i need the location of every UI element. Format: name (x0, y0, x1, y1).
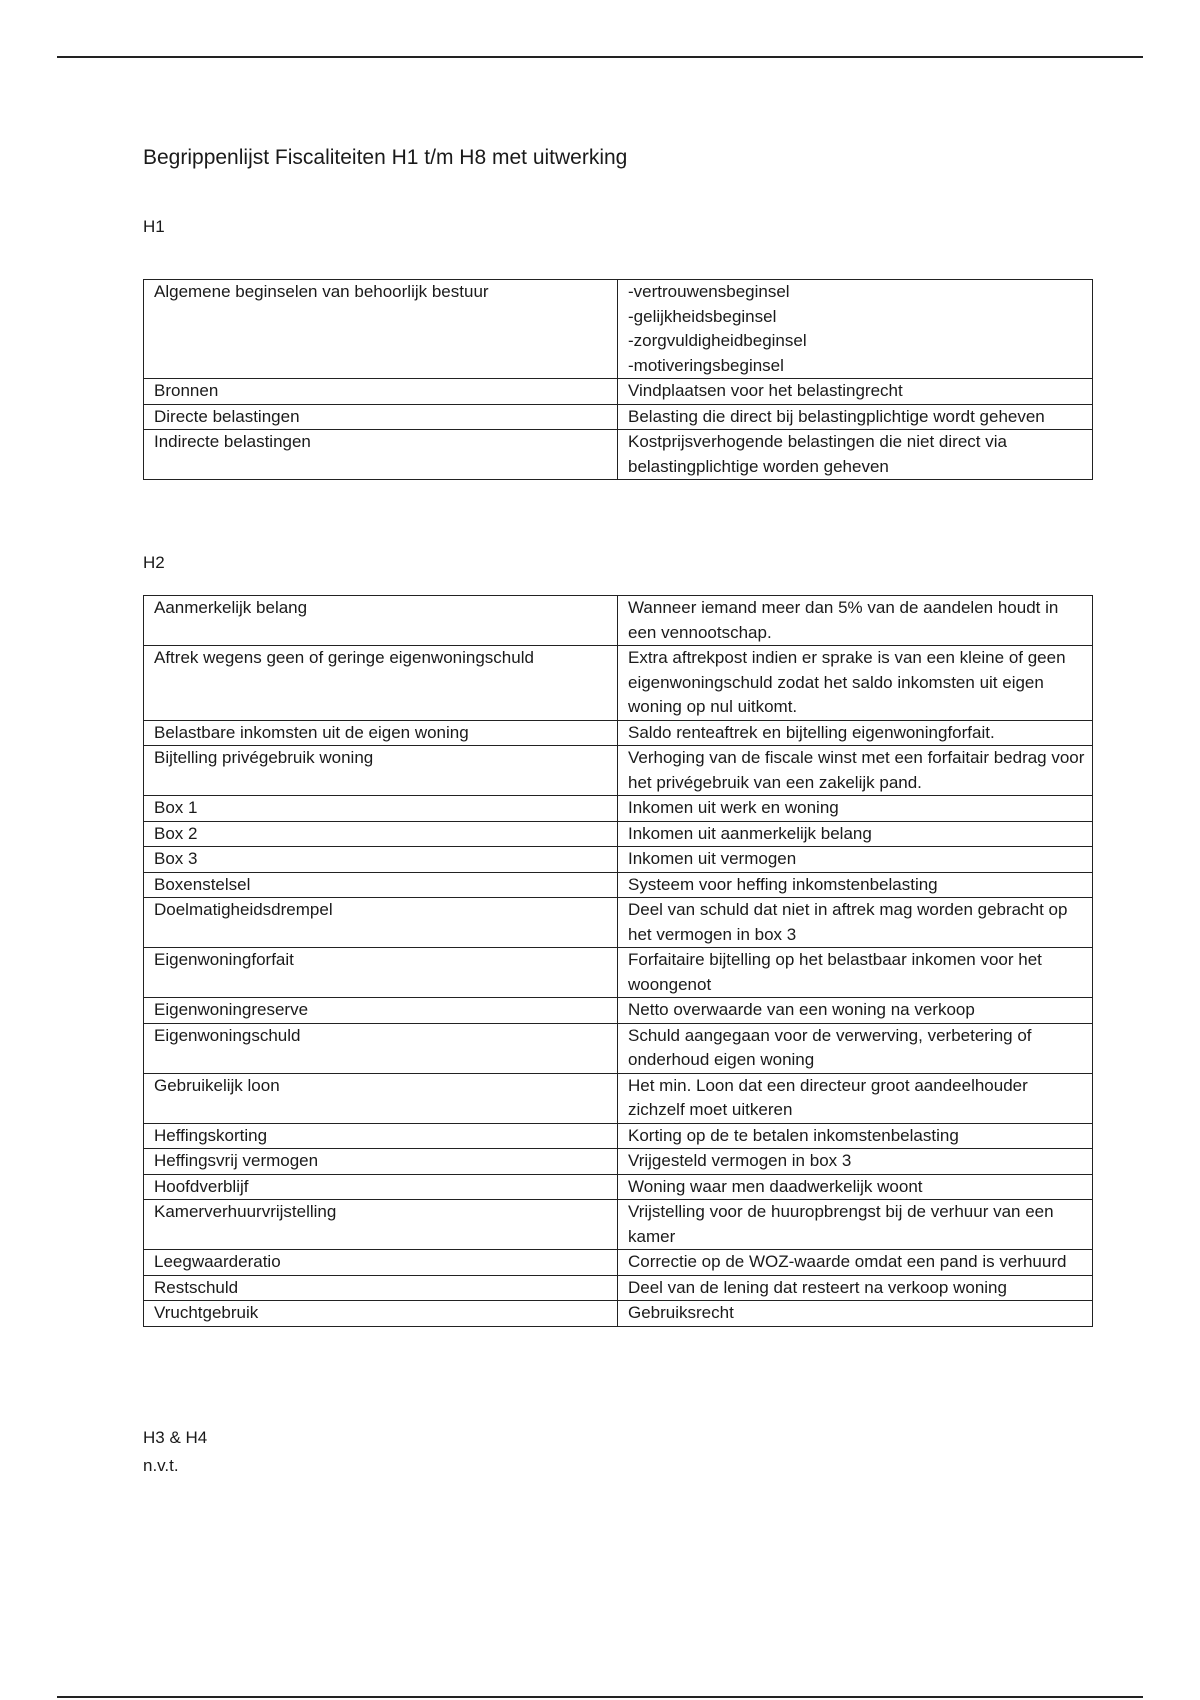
glossary-table-h2 (143, 595, 1093, 1327)
term-cell: Eigenwoningschuld (144, 1023, 618, 1073)
definition-cell: Deel van schuld dat niet in aftrek mag worden gebracht op het vermogen in box 3 (618, 898, 1093, 948)
definition-cell: Kostprijsverhogende belastingen die niet direct via belastingplichtige worden geheven (618, 430, 1093, 480)
table-row (144, 1174, 1093, 1200)
table-row (144, 646, 1093, 721)
page-top-rule (57, 56, 1143, 58)
definition-cell: Extra aftrekpost indien er sprake is van een kleine of geen eigenwoningschuld zodat het saldo inkomsten uit eigen woning op nul uitkomt. (618, 646, 1093, 721)
page-bottom-rule (57, 1696, 1143, 1698)
term-cell: Heffingskorting (144, 1123, 618, 1149)
table-row (144, 1073, 1093, 1123)
table-row (144, 1301, 1093, 1327)
definition-cell: -vertrouwensbeginsel -gelijkheidsbeginsel -zorgvuldigheidbeginsel -motiveringsbeginsel (618, 280, 1093, 379)
table-row (144, 998, 1093, 1024)
section-note-h3-h4: n.v.t. (143, 1456, 179, 1475)
definition-cell: Vrijgesteld vermogen in box 3 (618, 1149, 1093, 1175)
definition-cell: Wanneer iemand meer dan 5% van de aandelen houdt in een vennootschap. (618, 596, 1093, 646)
table-row (144, 821, 1093, 847)
term-cell: Heffingsvrij vermogen (144, 1149, 618, 1175)
definition-cell: Verhoging van de fiscale winst met een forfaitair bedrag voor het privégebruik van een zakelijk pand. (618, 746, 1093, 796)
term-cell: Bijtelling privégebruik woning (144, 746, 618, 796)
table-row (144, 379, 1093, 405)
table-row (144, 898, 1093, 948)
table-row (144, 720, 1093, 746)
term-cell: Doelmatigheidsdrempel (144, 898, 618, 948)
table-row (144, 1149, 1093, 1175)
definition-cell: Correctie op de WOZ-waarde omdat een pand is verhuurd (618, 1250, 1093, 1276)
table-row (144, 596, 1093, 646)
term-cell: Restschuld (144, 1275, 618, 1301)
definition-cell: Systeem voor heffing inkomstenbelasting (618, 872, 1093, 898)
term-cell: Kamerverhuurvrijstelling (144, 1200, 618, 1250)
definition-cell: Woning waar men daadwerkelijk woont (618, 1174, 1093, 1200)
table-row (144, 847, 1093, 873)
definition-cell: Deel van de lening dat resteert na verkoop woning (618, 1275, 1093, 1301)
term-cell: Eigenwoningreserve (144, 998, 618, 1024)
term-cell: Belastbare inkomsten uit de eigen woning (144, 720, 618, 746)
definition-cell: Inkomen uit vermogen (618, 847, 1093, 873)
table-row (144, 948, 1093, 998)
definition-cell: Inkomen uit werk en woning (618, 796, 1093, 822)
section-heading-h2: H2 (143, 553, 165, 572)
term-cell: Vruchtgebruik (144, 1301, 618, 1327)
term-cell: Box 3 (144, 847, 618, 873)
term-cell: Box 2 (144, 821, 618, 847)
definition-cell: Schuld aangegaan voor de verwerving, verbetering of onderhoud eigen woning (618, 1023, 1093, 1073)
term-cell: Aftrek wegens geen of geringe eigenwoningschuld (144, 646, 618, 721)
definition-cell: Netto overwaarde van een woning na verkoop (618, 998, 1093, 1024)
glossary-table-h1 (143, 279, 1093, 480)
definition-cell: Gebruiksrecht (618, 1301, 1093, 1327)
term-cell: Boxenstelsel (144, 872, 618, 898)
term-cell: Directe belastingen (144, 404, 618, 430)
term-cell: Leegwaarderatio (144, 1250, 618, 1276)
table-row (144, 1123, 1093, 1149)
term-cell: Algemene beginselen van behoorlijk bestuur (144, 280, 618, 379)
table-row (144, 872, 1093, 898)
term-cell: Box 1 (144, 796, 618, 822)
table-row (144, 1250, 1093, 1276)
term-cell: Gebruikelijk loon (144, 1073, 618, 1123)
definition-cell: Saldo renteaftrek en bijtelling eigenwoningforfait. (618, 720, 1093, 746)
definition-cell: Belasting die direct bij belastingplichtige wordt geheven (618, 404, 1093, 430)
table-row (144, 1023, 1093, 1073)
table-row (144, 746, 1093, 796)
definition-cell: Vindplaatsen voor het belastingrecht (618, 379, 1093, 405)
term-cell: Eigenwoningforfait (144, 948, 618, 998)
definition-cell: Korting op de te betalen inkomstenbelasting (618, 1123, 1093, 1149)
definition-cell: Het min. Loon dat een directeur groot aandeelhouder zichzelf moet uitkeren (618, 1073, 1093, 1123)
definition-cell: Inkomen uit aanmerkelijk belang (618, 821, 1093, 847)
term-cell: Aanmerkelijk belang (144, 596, 618, 646)
table-row (144, 404, 1093, 430)
table-row (144, 796, 1093, 822)
section-heading-h1: H1 (143, 217, 165, 236)
definition-cell: Vrijstelling voor de huuropbrengst bij de verhuur van een kamer (618, 1200, 1093, 1250)
table-row (144, 430, 1093, 480)
table-row (144, 1200, 1093, 1250)
term-cell: Bronnen (144, 379, 618, 405)
document-title: Begrippenlijst Fiscaliteiten H1 t/m H8 met uitwerking (143, 146, 628, 169)
term-cell: Indirecte belastingen (144, 430, 618, 480)
section-heading-h3-h4: H3 & H4 (143, 1428, 208, 1447)
table-row (144, 280, 1093, 379)
table-row (144, 1275, 1093, 1301)
definition-cell: Forfaitaire bijtelling op het belastbaar inkomen voor het woongenot (618, 948, 1093, 998)
term-cell: Hoofdverblijf (144, 1174, 618, 1200)
